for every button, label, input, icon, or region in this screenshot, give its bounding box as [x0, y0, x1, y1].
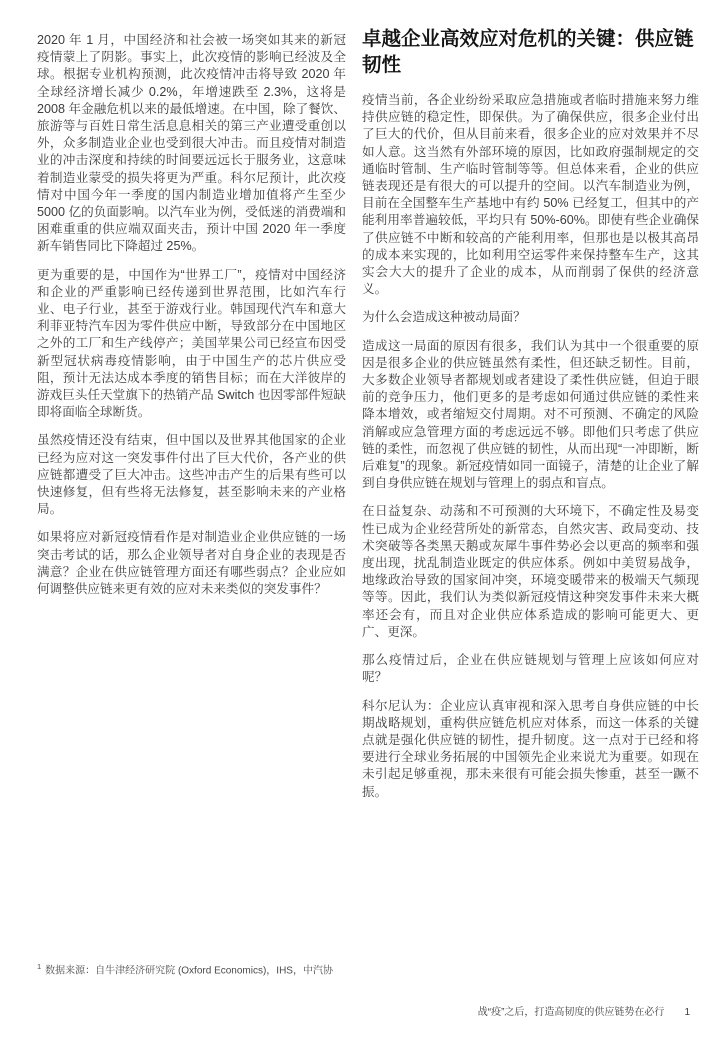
footnote-text: 数据来源：自牛津经济研究院 (Oxford Economics)，IHS，中汽协: [45, 965, 333, 977]
right-text-column: [362, 26, 699, 812]
article-heading: 卓越企业高效应对危机的关键：供应链韧性: [362, 28, 694, 76]
paragraph-supply-chain-shock: 虽然疫情还没有结束，但中国以及世界其他国家的企业已经为应对这一突发事件付出了巨大代价，各产业的供应链都遭受了巨大冲击。这些冲击产生的后果有些可以快速修复，但有些将无法修复，甚至影响未来的产业格局。: [37, 433, 346, 517]
paragraph-kearney-view: 科尔尼认为：企业应认真审视和深入思考自身供应链的中长期战略规划，重构供应链危机应对体系，而这一体系的关键点就是强化供应链的韧性，提升韧度。这一点对于已经和将要进行全球业务拓展的中国领先企业来说尤为重要。如现在未引起足够重视，那未来很有可能会损失惨重，甚至一蹶不振。: [362, 698, 699, 799]
paragraph-question-post-epidemic: 那么疫情过后，企业在供应链规划与管理上应该如何应对呢？: [362, 653, 699, 685]
footnote: [37, 960, 377, 978]
paragraph-question-passive-situation: 为什么会造成这种被动局面？: [362, 310, 526, 325]
paragraph-emergency-measures: 疫情当前，各企业纷纷采取应急措施或者临时措施来努力维持供应链的稳定性，即保供。为了确保供应，很多企业付出了巨大的代价，但从目前来看，很多企业的应对效果并不尽如人意。这当然有外部环境的原因，比如政府强制规定的交通临时管制、生产临时管制等等。但总体来看，企业的供应链表现还是有很大的可以提升的空间。以汽车制造业为例，目前在全国整车生产基地中有约 50% 已经复工，但其中的产能利用率普遍较低，平均只有 50%-60%。即使有些企业确保了供应链不中断和较高的产能利用率，但那也是以极其高昂的成本来实现的，比如利用空运零件来保持整车生产，这其实会大大的提升了企业的成本，从而削弱了保供的经济意义。: [362, 93, 699, 297]
paragraph-black-swan-events: 在日益复杂、动荡和不可预测的大环境下，不确定性及易变性已成为企业经营所处的新常态，自然灾害、政局变动、技术突破等各类黑天鹅或灰犀牛事件势必会以更高的频率和强度出现，扰乱制造业既定的供应体系。例如中美贸易战争，地缘政治导致的国家间冲突，环境变暖带来的极端天气频现等等。因此，我们认为类似新冠疫情这种突发事件未来大概率还会有，而且对企业供应体系造成的影响可能更大、更广、更深。: [362, 504, 699, 639]
paragraph-economic-impact: 2020 年 1 月，中国经济和社会被一场突如其来的新冠疫情蒙上了阴影。事实上，此次疫情的影响已经波及全球。根据专业机构预测，此次疫情冲击将导致 2020 年全球经济增长减少 0.2%，年增速跌至 2.3%，这将是 2008 年金融危机以来的最低增速。在中国，除了餐饮、旅游等与百姓日常生活息息相关的第三产业遭受重创以外，众多制造业企业也受到很大冲击。而且疫情对制造业的冲击深度和持续的时间要远远长于服务业，这意味着制造业蒙受的损失将更为严重。科尔尼预计，此次疫情对中国今年一季度的国内制造业增加值将产生至少 5000 亿的负面影响。以汽车业为例，受低迷的消费端和困难重重的供应端双面夹击，预计中国 2020 年一季度新车销售同比下降超过 25%。: [37, 33, 346, 254]
paragraph-flexibility-vs-resilience: 造成这一局面的原因有很多，我们认为其中一个很重要的原因是很多企业的供应链虽然有柔性，但还缺乏韧性。目前，大多数企业领导者都规划或者建设了柔性供应链，但迫于眼前的竞争压力，他们更多的是考虑如何通过供应链的柔性来降本增效，或者缩短交付周期。对不可预测、不确定的风险消解或应急管理方面的考虑远远不够。即他们只考虑了供应链的柔性，而忽视了供应链的韧性，从而出现“一冲即断，断后难复”的现象。新冠疫情如同一面镜子，清楚的让企业了解到自身供应链在规划与管理上的弱点和盲点。: [362, 338, 699, 491]
footer-page-number: 1: [684, 1007, 690, 1018]
left-text-column: [37, 32, 346, 609]
footnote-marker: 1: [37, 962, 42, 971]
footer-document-title: 战“疫”之后，打造高韧度的供应链势在必行: [477, 1007, 665, 1018]
paragraph-surprise-exam-questions: 如果将应对新冠疫情看作是对制造业企业供应链的一场突击考试的话，那么企业领导者对自身企业的表现是否满意？企业在供应链管理方面还有哪些弱点？企业应如何调整供应链来更有效的应对未来类似的突发事件？: [37, 530, 346, 597]
paragraph-world-factory: 更为重要的是，中国作为“世界工厂”，疫情对中国经济和企业的严重影响已经传递到世界范围，比如汽车行业、电子行业，甚至于游戏行业。韩国现代汽车和意大利菲亚特汽车因为零件供应中断，导致部分在中国地区之外的工厂和生产线停产；美国苹果公司已经宣布因受新型冠状病毒疫情影响，由于中国生产的芯片供应受阻，预计无法达成本季度的销售目标；而在大洋彼岸的游戏巨头任天堂旗下的热销产品 Switch 也因零部件短缺即将面临全球断货。: [37, 267, 346, 420]
page-footer: [478, 1006, 690, 1020]
